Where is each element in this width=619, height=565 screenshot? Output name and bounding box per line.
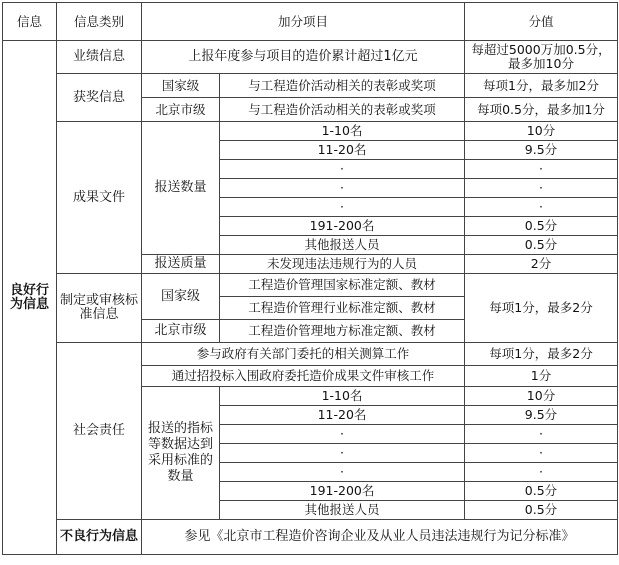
social-row1-score: 每项1分，最多2分 [465, 343, 618, 366]
social-score: · [465, 463, 618, 482]
results-quantity-label: 报送数量 [142, 122, 220, 255]
social-score: 0.5分 [465, 482, 618, 501]
results-quality-score: 2分 [465, 255, 618, 274]
social-row1-item: 参与政府有关部门委托的相关测算工作 [142, 343, 465, 366]
social-item: 11-20名 [220, 406, 465, 425]
social-row2-score: 1分 [465, 366, 618, 387]
social-item: · [220, 463, 465, 482]
bad-info-text: 参见《北京市工程造价咨询企业及从业人员违法违规行为记分标准》 [142, 520, 618, 555]
results-score: 0.5分 [465, 217, 618, 236]
header-item: 加分项目 [142, 3, 465, 41]
results-item: 191-200名 [220, 217, 465, 236]
results-item: · [220, 198, 465, 217]
social-score: 10分 [465, 387, 618, 406]
social-item: 191-200名 [220, 482, 465, 501]
social-score: · [465, 425, 618, 444]
results-quality-item: 未发现违法违规行为的人员 [220, 255, 465, 274]
standards-item: 工程造价管理国家标准定额、教材 [220, 274, 465, 297]
results-category: 成果文件 [57, 122, 142, 274]
standards-item: 工程造价管理行业标准定额、教材 [220, 297, 465, 320]
results-item: 1-10名 [220, 122, 465, 141]
results-item: · [220, 179, 465, 198]
results-quality-label: 报送质量 [142, 255, 220, 274]
awards-category: 获奖信息 [57, 74, 142, 122]
social-item: · [220, 444, 465, 463]
results-score: · [465, 198, 618, 217]
table-row [3, 122, 618, 141]
results-score: · [465, 179, 618, 198]
results-item: 其他报送人员 [220, 236, 465, 255]
bad-info-label: 不良行为信息 [57, 520, 142, 555]
info-table [2, 2, 618, 555]
results-item: · [220, 160, 465, 179]
social-category: 社会责任 [57, 343, 142, 520]
table-row [3, 343, 618, 366]
social-row2-item: 通过招投标入围政府委托造价成果文件审核工作 [142, 366, 465, 387]
social-score: 9.5分 [465, 406, 618, 425]
performance-category: 业绩信息 [57, 41, 142, 74]
table-row [3, 41, 618, 74]
results-item: 11-20名 [220, 141, 465, 160]
award-score: 每项0.5分，最多加1分 [465, 98, 618, 122]
social-item: 其他报送人员 [220, 501, 465, 520]
performance-score: 每超过5000万加0.5分，最多加10分 [465, 41, 618, 74]
good-info-label: 良好行为信息 [3, 41, 57, 555]
performance-item: 上报年度参与项目的造价累计超过1亿元 [142, 41, 465, 74]
standards-item: 工程造价管理地方标准定额、教材 [220, 320, 465, 343]
award-item: 与工程造价活动相关的表彰或奖项 [220, 98, 465, 122]
table-row [3, 74, 618, 98]
header-score: 分值 [465, 3, 618, 41]
social-item: · [220, 425, 465, 444]
header-row [3, 3, 618, 41]
header-category: 信息类别 [57, 3, 142, 41]
award-level: 北京市级 [142, 98, 220, 122]
standards-level: 国家级 [142, 274, 220, 320]
results-score: 0.5分 [465, 236, 618, 255]
social-sub-label: 报送的指标等数据达到采用标准的数量 [142, 387, 220, 520]
standards-score: 每项1分，最多2分 [465, 274, 618, 343]
award-score: 每项1分，最多加2分 [465, 74, 618, 98]
award-item: 与工程造价活动相关的表彰或奖项 [220, 74, 465, 98]
social-score: 0.5分 [465, 501, 618, 520]
social-score: · [465, 444, 618, 463]
award-level: 国家级 [142, 74, 220, 98]
table-row [3, 520, 618, 555]
header-info: 信息 [3, 3, 57, 41]
standards-level: 北京市级 [142, 320, 220, 343]
results-score: 9.5分 [465, 141, 618, 160]
social-item: 1-10名 [220, 387, 465, 406]
results-score: · [465, 160, 618, 179]
table-row [3, 274, 618, 297]
results-score: 10分 [465, 122, 618, 141]
standards-category: 制定或审核标准信息 [57, 274, 142, 343]
